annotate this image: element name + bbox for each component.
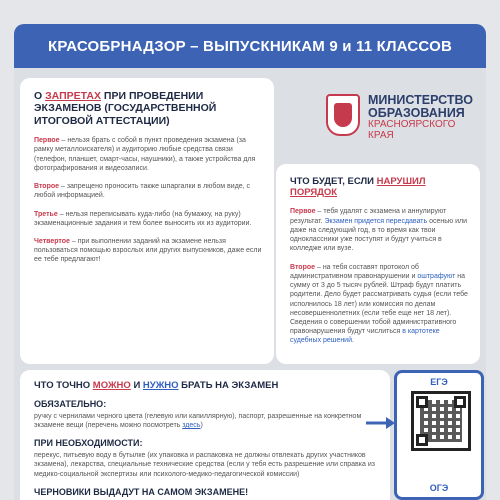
allowed-title: ЧТО ТОЧНО МОЖНО И НУЖНО БРАТЬ НА ЭКЗАМЕН bbox=[34, 380, 279, 391]
violation-title: ЧТО БУДЕТ, ЕСЛИ НАРУШИЛ ПОРЯДОК bbox=[290, 176, 426, 199]
coat-of-arms-icon bbox=[326, 94, 360, 136]
prohibition-item: Первое – нельзя брать с собой в пункт проведения экзамена (за рамку металлоискателя) и аудиторию любые средства связи (телефон, планшет, смарт-часы, наушники), а также устройства для фотографирования и видеозаписи. bbox=[34, 137, 256, 172]
prohibition-item: Четвертое – при выполнении заданий на экзамене нельзя пользоваться помощью взрослых или других выпускников, даже если ее тебе предлагают! bbox=[34, 238, 262, 264]
qr-label-oge: ОГЭ bbox=[429, 483, 449, 493]
required-text: ручку с чернилами черного цвета (гелевую или капиллярную), паспорт, разрешенные на конкретном экзамене вещи (перечень можно посмотреть здесь) bbox=[34, 413, 362, 430]
ministry-logo: МИНИСТЕРСТВО ОБРАЗОВАНИЯ КРАСНОЯРСКОГО КРАЯ bbox=[326, 94, 473, 141]
details-link[interactable]: здесь bbox=[182, 422, 201, 430]
arrow-right-icon bbox=[366, 416, 396, 430]
prohibitions-title: О ЗАПРЕТАХ ПРИ ПРОВЕДЕНИИ ЭКЗАМЕНОВ (ГОСУДАРСТВЕННОЙ ИТОГОВОЙ АТТЕСТАЦИИ) bbox=[34, 90, 217, 127]
needed-text: перекус, питьевую воду в бутылке (их упаковка и распаковка не должны отвлекать других участников экзамена), лекарства, специальные технические средства (если у тебя есть разрешение или справка из медико-социальной экспертизы или психолого-медико-педагогической комиссии) bbox=[34, 452, 375, 478]
prohibitions-card bbox=[20, 78, 274, 364]
qr-panel bbox=[394, 370, 484, 500]
violation-second: Второе – на тебя составят протокол об административном правонарушении и оштрафуют на сумму от 3 до 5 тысяч рублей. Штраф будут платить родители. Дело будет рассматривать судья (если тебе исполнилось 18 лет) или комиссия по делам несовершеннолетних (если тебе еще нет 18 лет). Сведения о совершении тобой административного правонарушения будут числиться в картотеке судебных решений. bbox=[290, 263, 468, 345]
qr-code-ege[interactable] bbox=[411, 391, 471, 451]
violation-card bbox=[276, 164, 480, 364]
needed-title: ПРИ НЕОБХОДИМОСТИ: bbox=[34, 438, 143, 449]
prohibition-item: Второе – запрещено проносить также шпаргалки в любом виде, с любой информацией. bbox=[34, 183, 251, 200]
prohibition-item: Третье – нельзя переписывать куда-либо (на бумажку, на руку) экзаменационные задания и тем более выносить их из аудитории. bbox=[34, 210, 252, 227]
allowed-card bbox=[20, 370, 390, 500]
required-title: ОБЯЗАТЕЛЬНО: bbox=[34, 399, 107, 410]
violation-first: Первое – тебя удалят с экзамена и аннулируют результат. Экзамен придется пересдавать осенью или даже на следующий год, в то время как твои одноклассники уже поступят и будут учиться в колледже или вузе. bbox=[290, 208, 468, 253]
drafts-note: ЧЕРНОВИКИ ВЫДАДУТ НА САМОМ ЭКЗАМЕНЕ! bbox=[34, 486, 249, 497]
qr-label-ege: ЕГЭ bbox=[430, 377, 448, 387]
poster bbox=[14, 24, 486, 500]
poster-banner: КРАСОБРНАДЗОР – ВЫПУСКНИКАМ 9 и 11 КЛАССОВ bbox=[14, 24, 486, 68]
